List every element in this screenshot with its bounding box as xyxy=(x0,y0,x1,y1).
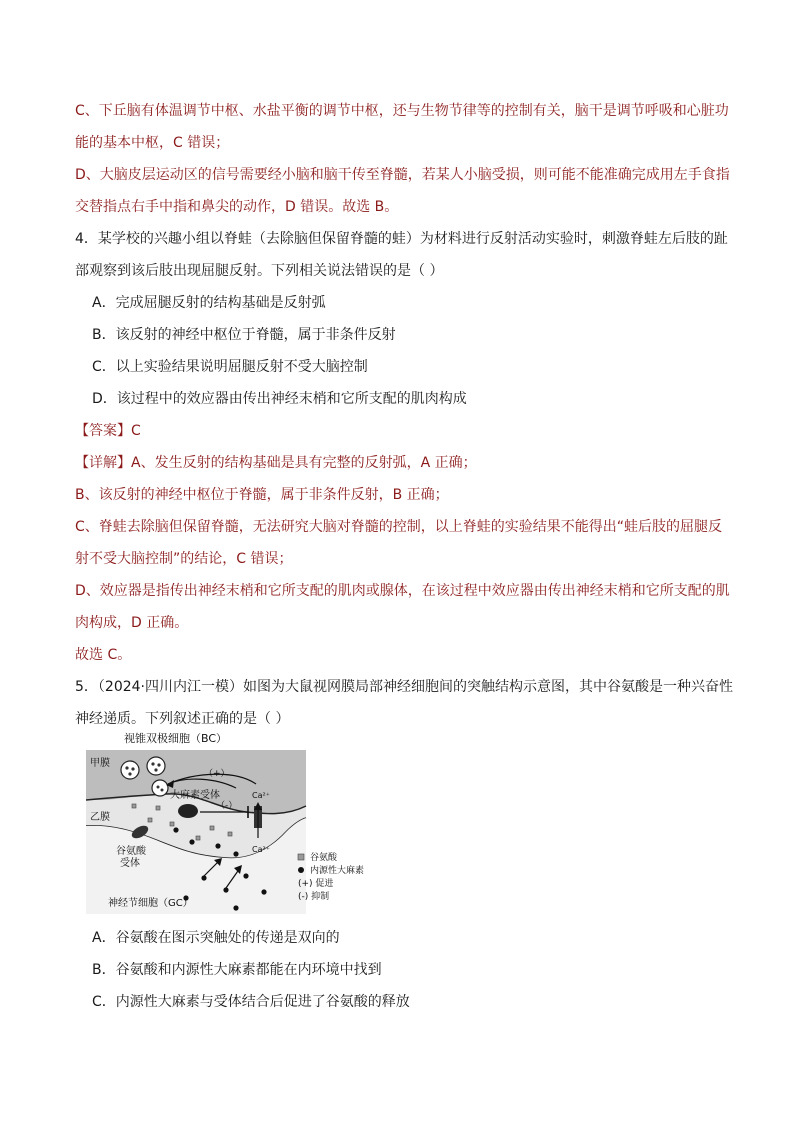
q4-stem-line-1: 4．某学校的兴趣小组以脊蛙（去除脑但保留脊髓的蛙）为材料进行反射活动实验时，刺激脊蛙左后肢的趾 xyxy=(75,231,728,247)
explanation-d-line-2: 交替指点右手中指和鼻尖的动作，D 错误。故选 B。 xyxy=(75,199,399,215)
cannabinoid-receptor-label: 大麻素受体 xyxy=(170,790,220,801)
explanation-d-line-1: D、大脑皮层运动区的信号需要经小脑和脑干传至脊髓，若某人小脑受损，则可能不能准确完成用左手食指 xyxy=(75,167,730,183)
glutamate-receptor-label-1: 谷氨酸 xyxy=(116,846,146,857)
q4-option-a: A．完成屈腿反射的结构基础是反射弧 xyxy=(92,295,326,311)
q5-option-c: C．内源性大麻素与受体结合后促进了谷氨酸的释放 xyxy=(92,994,410,1010)
promote-mark: （+） xyxy=(204,769,230,779)
q4-answer: 【答案】C xyxy=(75,423,141,439)
vesicle-fusing xyxy=(152,780,168,796)
q4-detail-d-line-2: 肉构成，D 正确。 xyxy=(75,615,189,631)
vesicle-left xyxy=(121,761,139,779)
q5-stem-line-2: 神经递质。下列叙述正确的是（ ） xyxy=(75,711,290,727)
ca-bottom-label: Ca²⁺ xyxy=(252,845,270,854)
legend-glutamate: 谷氨酸 xyxy=(310,853,338,863)
legend-inhibit: (-) 抑制 xyxy=(298,892,330,902)
vesicle-right xyxy=(147,757,165,775)
figure-title: 视锥双极细胞（BC） xyxy=(124,732,228,745)
q4-detail-c-line-2: 射不受大脑控制”的结论，C 错误； xyxy=(75,551,293,567)
q4-stem-line-2: 部观察到该后肢出现屈腿反射。下列相关说法错误的是（ ） xyxy=(75,263,444,279)
legend-promote: (+) 促进 xyxy=(298,879,334,889)
q4-detail-c-line-1: C、脊蛙去除脑但保留脊髓，无法研究大脑对脊髓的控制，以上脊蛙的实验结果不能得出“蛙后肢的屈腿反 xyxy=(75,519,723,535)
cannabinoid-receptor-shape xyxy=(178,804,198,818)
explanation-c-line-2: 能的基本中枢，C 错误； xyxy=(75,135,230,151)
explanation-c-line-1: C、下丘脑有体温调节中枢、水盐平衡的调节中枢，还与生物节律等的控制有关，脑干是调节呼吸和心脏功 xyxy=(75,103,729,119)
membrane-a-label: 甲膜 xyxy=(90,758,110,769)
ca-top-label: Ca²⁺ xyxy=(252,791,270,800)
q4-option-d: D．该过程中的效应器由传出神经末梢和它所支配的肌肉构成 xyxy=(92,391,467,407)
glutamate-receptor-label-2: 受体 xyxy=(120,858,140,869)
inhibit-mark: （-） xyxy=(216,801,238,811)
q5-option-a: A．谷氨酸在图示突触处的传递是双向的 xyxy=(92,930,340,946)
gc-cell-label: 神经节细胞（GC） xyxy=(108,898,193,909)
q4-detail-d-line-1: D、效应器是指传出神经末梢和它所支配的肌肉或腺体，在该过程中效应器由传出神经末梢和它所支配的肌 xyxy=(75,583,730,599)
q5-option-b: B．谷氨酸和内源性大麻素都能在内环境中找到 xyxy=(92,962,382,978)
q5-stem-line-1: 5．（2024·四川内江一模）如图为大鼠视网膜局部神经细胞间的突触结构示意图，其中谷氨酸是一种兴奋性 xyxy=(75,679,733,695)
synapse-diagram xyxy=(86,728,390,914)
q4-detail-a: 【详解】A、发生反射的结构基础是具有完整的反射弧，A 正确； xyxy=(75,455,477,471)
legend-endocannabinoid: 内源性大麻素 xyxy=(310,866,365,876)
q4-option-b: B．该反射的神经中枢位于脊髓，属于非条件反射 xyxy=(92,327,396,343)
q4-option-c: C．以上实验结果说明屈腿反射不受大脑控制 xyxy=(92,359,368,375)
membrane-b-label: 乙膜 xyxy=(90,812,110,823)
q4-conclusion: 故选 C。 xyxy=(75,647,132,663)
q4-detail-b: B、该反射的神经中枢位于脊髓，属于非条件反射，B 正确； xyxy=(75,487,449,503)
synapse-figure xyxy=(86,728,390,914)
legend-endocannabinoid-swatch xyxy=(298,867,304,873)
legend-glutamate-swatch xyxy=(298,854,304,860)
